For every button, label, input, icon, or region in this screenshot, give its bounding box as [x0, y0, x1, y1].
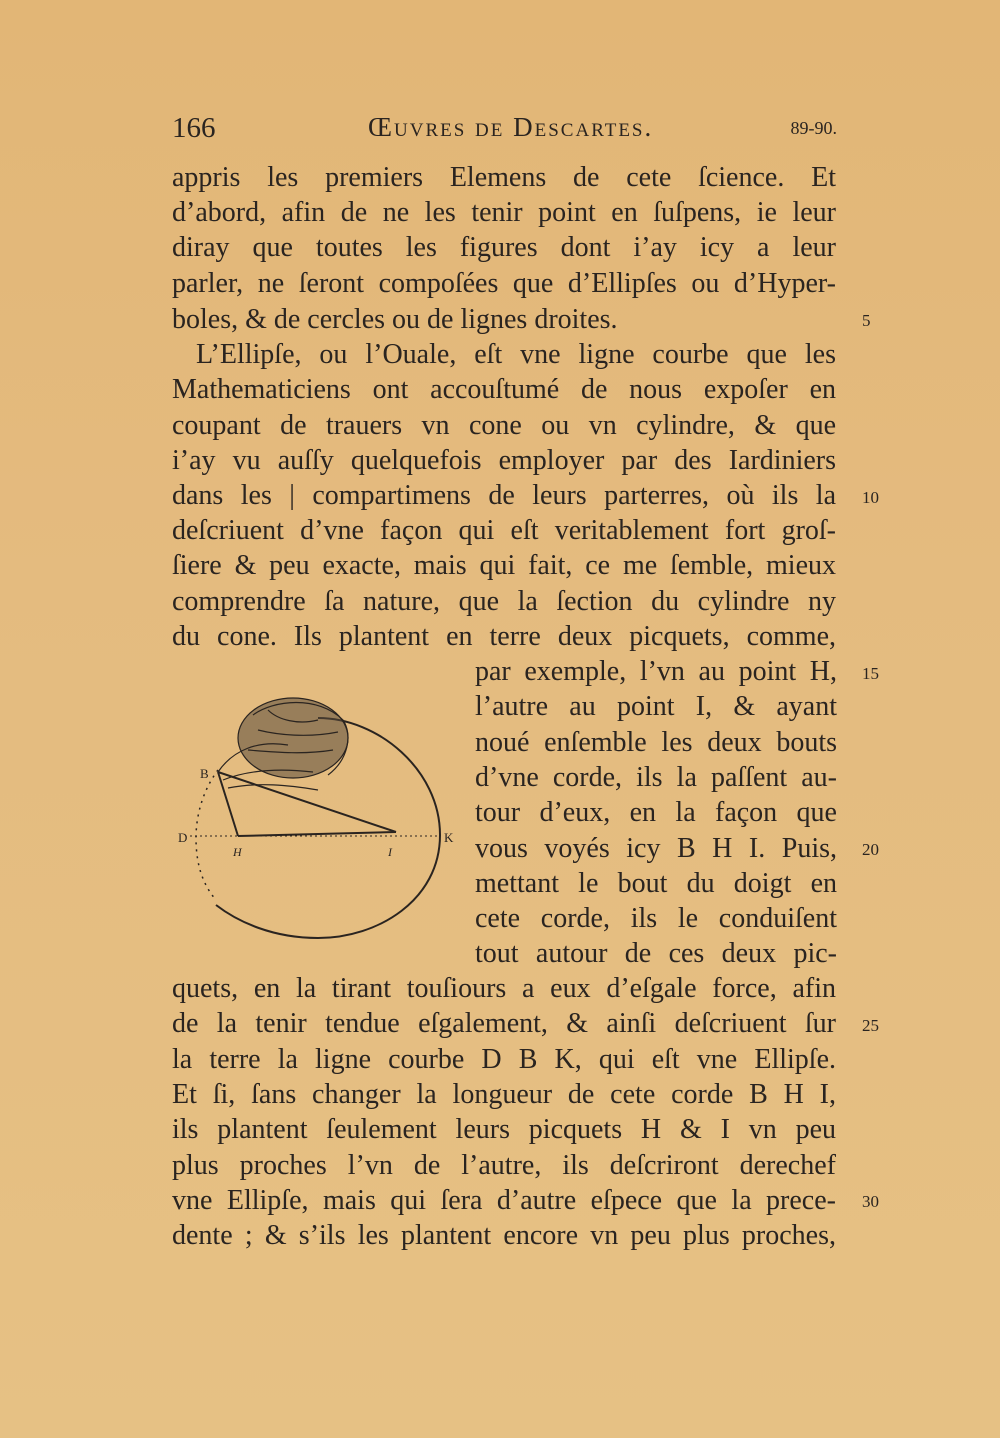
text-line: tout autour de ces deux pic- — [475, 938, 837, 969]
ellipse-dotted-arc — [196, 770, 218, 900]
text-line: par exemple, l’vn au point H, — [475, 656, 837, 687]
text-line: ils plantent ſeulement leurs picquets H & I vn peu — [172, 1114, 836, 1145]
text-line: vous voyés icy B H I. Puis, — [475, 833, 837, 864]
ellipse-gardener-figure — [178, 690, 468, 940]
label-i: I — [388, 845, 392, 859]
text-line: quets, en la tirant touſiours a eux d’eſgale force, afin — [172, 973, 836, 1004]
cord-bh — [218, 772, 238, 836]
text-line: cete corde, ils le conduiſent — [475, 903, 837, 934]
line-number: 5 — [862, 311, 871, 330]
text-line: Mathematiciens ont accouſtumé de nous expoſer en — [172, 374, 836, 405]
text-line: l’autre au point I, & ayant — [475, 691, 837, 722]
text-line: de la tenir tendue eſgalement, & ainſi deſcriuent ſur — [172, 1008, 836, 1039]
text-line: L’Ellipſe, ou l’Ouale, eſt vne ligne courbe que les — [196, 339, 836, 370]
text-line: dans les | compartimens de leurs parterres, où ils la — [172, 480, 836, 511]
text-line: comprendre ſa nature, que la ſection du cylindre ny — [172, 586, 836, 617]
cord-bi — [218, 772, 396, 832]
line-number: 10 — [862, 488, 879, 507]
text-line: i’ay vu auſſy quelquefois employer par des Iardiniers — [172, 445, 836, 476]
line-number: 25 — [862, 1016, 879, 1035]
line-number: 30 — [862, 1192, 879, 1211]
text-line: la terre la ligne courbe D B K, qui eſt vne Ellipſe. — [172, 1044, 836, 1075]
text-line: coupant de trauers vn cone ou vn cylindre, & que — [172, 410, 836, 441]
text-line: Et ſi, ſans changer la longueur de cete corde B H I, — [172, 1079, 836, 1110]
text-line: ſiere & peu exacte, mais qui fait, ce me ſemble, mieux — [172, 550, 836, 581]
running-header — [172, 112, 837, 148]
text-line: diray que toutes les figures dont i’ay icy a leur — [172, 232, 836, 263]
text-line: plus proches l’vn de l’autre, ils deſcriront derechef — [172, 1150, 836, 1181]
text-line: d’vne corde, ils la paſſent au- — [475, 762, 837, 793]
text-line: du cone. Ils plantent en terre deux picquets, comme, — [172, 621, 836, 652]
text-line: appris les premiers Elemens de cete ſcience. Et — [172, 162, 836, 193]
label-k: K — [444, 830, 454, 845]
book-title: Œuvres de Descartes. — [368, 112, 654, 142]
text-line: vne Ellipſe, mais qui ſera d’autre eſpece que la prece- — [172, 1185, 836, 1216]
text-line: tour d’eux, en la façon que — [475, 797, 837, 828]
text-line: boles, & de cercles ou de lignes droites. — [172, 304, 618, 335]
peg-line — [238, 832, 396, 836]
text-line: parler, ne ſeront compoſées que d’Ellipſes ou d’Hyper- — [172, 268, 836, 299]
hand-illustration — [218, 698, 348, 790]
text-line: dente ; & s’ils les plantent encore vn peu plus proches, — [172, 1220, 836, 1251]
section-range: 89-90. — [790, 118, 837, 138]
text-line: d’abord, afin de ne les tenir point en ſuſpens, ie leur — [172, 197, 836, 228]
text-line: mettant le bout du doigt en — [475, 868, 837, 899]
label-h: H — [233, 845, 242, 859]
line-number: 15 — [862, 664, 879, 683]
text-line: deſcriuent d’vne façon qui eſt veritablement fort groſ- — [172, 515, 836, 546]
label-b: B — [200, 766, 209, 781]
text-line: noué enſemble les deux bouts — [475, 727, 837, 758]
label-d: D — [178, 830, 188, 845]
line-number: 20 — [862, 840, 879, 859]
page-number: 166 — [172, 112, 216, 144]
